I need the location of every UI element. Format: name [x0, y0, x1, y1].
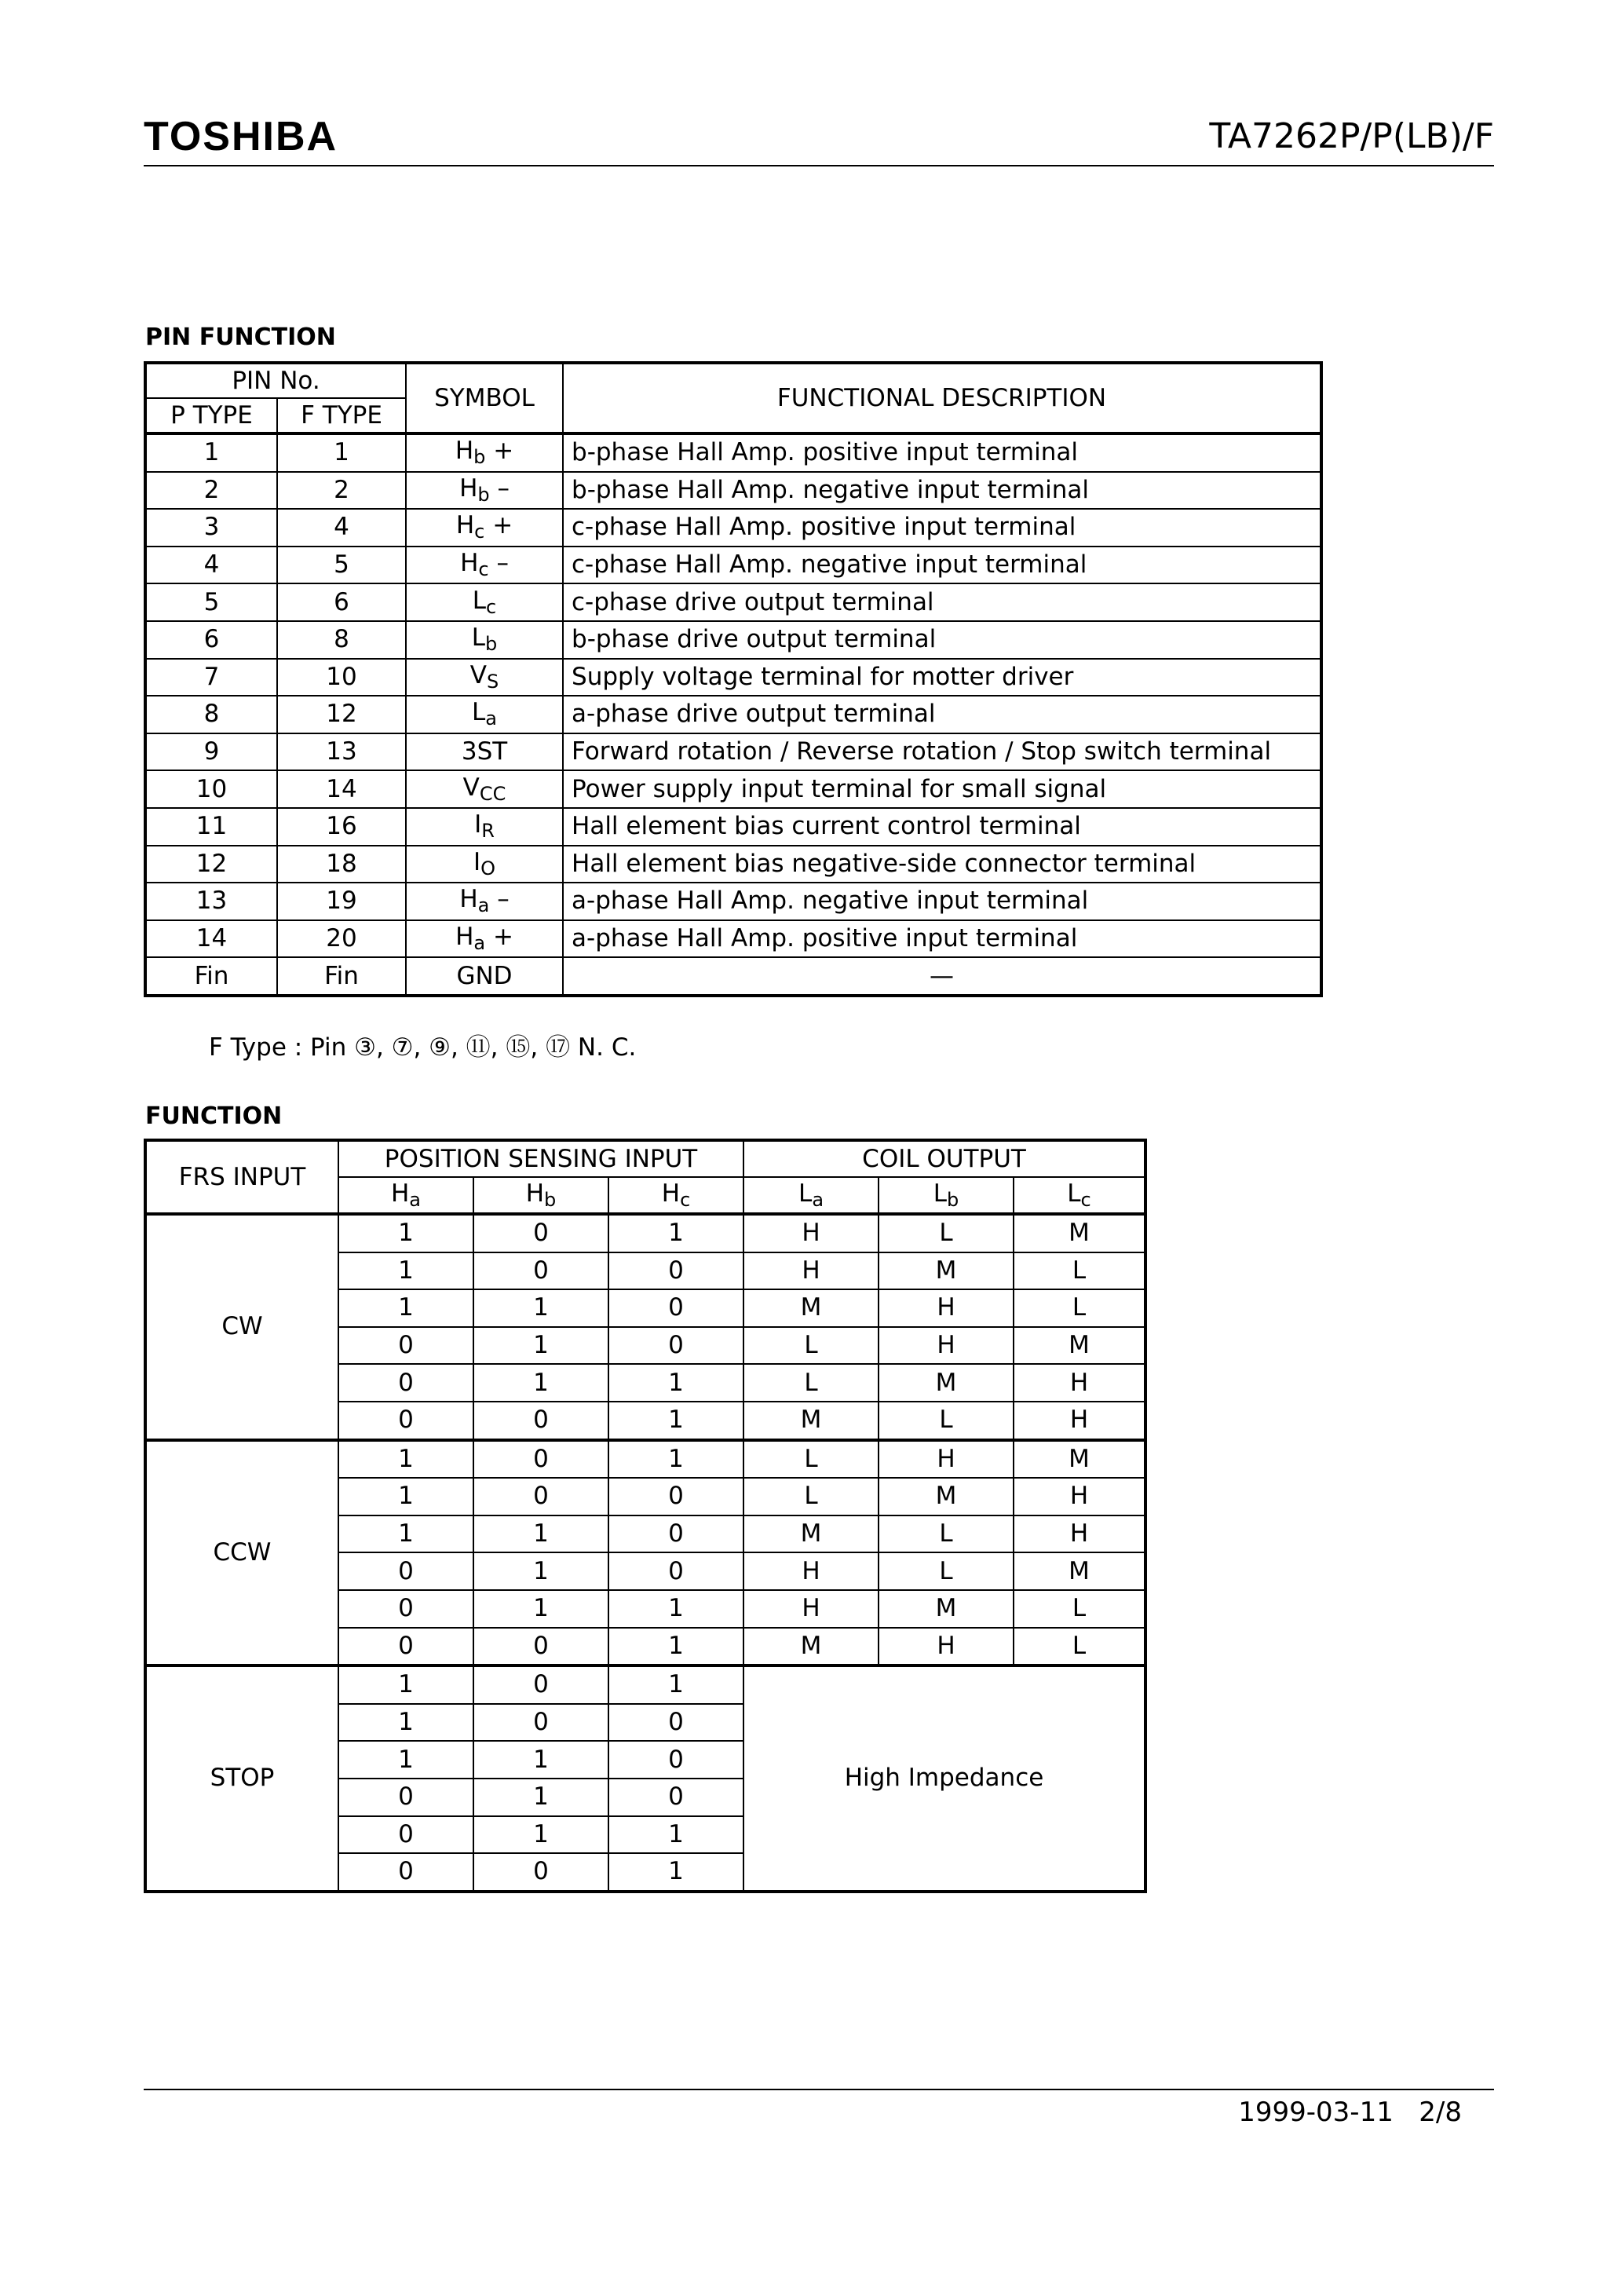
description-cell: Hall element bias current control terminal	[563, 808, 1321, 846]
function-row	[145, 1440, 1145, 1479]
frs-group-label: CCW	[145, 1440, 338, 1666]
footer-date: 1999-03-11	[1238, 2097, 1394, 2128]
symbol-main: I	[473, 847, 481, 876]
f-type-cell: 10	[277, 659, 406, 696]
f-type-cell: Fin	[277, 957, 406, 996]
lc-cell: H	[1014, 1515, 1145, 1553]
p-type-cell: 10	[145, 770, 277, 808]
ha-cell: 0	[338, 1853, 473, 1892]
f-type-cell: 12	[277, 696, 406, 733]
la-cell: M	[743, 1628, 879, 1666]
pin-row	[145, 583, 1321, 621]
lc-cell: M	[1014, 1552, 1145, 1590]
hb-header: $H_b$	[473, 1177, 608, 1214]
f-type-cell: 20	[277, 920, 406, 958]
hb-cell: 1	[473, 1816, 608, 1854]
pin-no-header: PIN No.	[145, 363, 406, 398]
lb-cell: L	[879, 1402, 1014, 1440]
pin-row	[145, 621, 1321, 659]
p-type-cell: 4	[145, 547, 277, 584]
p-type-cell: 12	[145, 846, 277, 883]
hc-cell: 1	[608, 1816, 743, 1854]
ha-cell: 1	[338, 1741, 473, 1779]
hb-cell: 0	[473, 1628, 608, 1666]
symbol-main: H	[455, 923, 474, 952]
symbol-cell	[406, 583, 563, 621]
p-type-header: P TYPE	[145, 398, 277, 433]
p-type-cell: 5	[145, 583, 277, 621]
pin-row	[145, 433, 1321, 472]
hb-cell: 1	[473, 1515, 608, 1553]
hb-cell: 1	[473, 1741, 608, 1779]
la-cell: H	[743, 1214, 879, 1252]
f-type-cell: 16	[277, 808, 406, 846]
p-type-cell: 3	[145, 509, 277, 547]
ha-cell: 0	[338, 1590, 473, 1628]
symbol-cell	[406, 547, 563, 584]
hc-cell: 0	[608, 1704, 743, 1742]
f-type-cell: 13	[277, 733, 406, 771]
function-table	[144, 1139, 1147, 1893]
ha-cell: 1	[338, 1515, 473, 1553]
hc-cell: 1	[608, 1590, 743, 1628]
description-cell: Supply voltage terminal for motter driver	[563, 659, 1321, 696]
pin-row	[145, 846, 1321, 883]
lc-cell: H	[1014, 1364, 1145, 1402]
la-cell: M	[743, 1515, 879, 1553]
pin-row	[145, 808, 1321, 846]
pin-row	[145, 957, 1321, 996]
la-cell: L	[743, 1478, 879, 1515]
hc-cell: 1	[608, 1214, 743, 1252]
function-row	[145, 1665, 1145, 1704]
p-type-cell: 1	[145, 433, 277, 472]
lb-cell: L	[879, 1214, 1014, 1252]
f-type-note: F Type : Pin ③, ⑦, ⑨, ⑪, ⑮, ⑰ N. C.	[209, 1033, 637, 1062]
ha-cell: 1	[338, 1289, 473, 1327]
symbol-suffix: –	[489, 473, 510, 503]
lc-cell: H	[1014, 1478, 1145, 1515]
description-cell: Forward rotation / Reverse rotation / Stop switch terminal	[563, 733, 1321, 771]
la-header: $L_a$	[743, 1177, 879, 1214]
f-type-cell: 19	[277, 883, 406, 920]
la-cell: H	[743, 1252, 879, 1290]
symbol-cell	[406, 472, 563, 510]
hc-header: $H_c$	[608, 1177, 743, 1214]
description-cell: b-phase drive output terminal	[563, 621, 1321, 659]
p-type-cell: 6	[145, 621, 277, 659]
pin-function-table	[144, 361, 1323, 997]
hb-cell: 0	[473, 1440, 608, 1479]
symbol-subscript: b	[485, 633, 498, 656]
symbol-subscript: b	[477, 483, 490, 506]
ha-cell: 0	[338, 1552, 473, 1590]
hb-cell: 1	[473, 1289, 608, 1327]
lb-cell: H	[879, 1440, 1014, 1479]
symbol-suffix: –	[488, 549, 509, 578]
hc-cell: 0	[608, 1515, 743, 1553]
hb-cell: 0	[473, 1853, 608, 1892]
symbol-suffix: –	[489, 885, 510, 914]
la-cell: H	[743, 1552, 879, 1590]
ha-cell: 0	[338, 1327, 473, 1365]
symbol-cell	[406, 621, 563, 659]
symbol-subscript: CC	[479, 782, 506, 805]
description-cell: c-phase Hall Amp. negative input terminal	[563, 547, 1321, 584]
hb-cell: 1	[473, 1779, 608, 1816]
lb-cell: M	[879, 1590, 1014, 1628]
hb-cell: 0	[473, 1402, 608, 1440]
lb-cell: H	[879, 1327, 1014, 1365]
lc-cell: H	[1014, 1402, 1145, 1440]
hc-cell: 0	[608, 1552, 743, 1590]
symbol-suffix: +	[485, 923, 513, 952]
p-type-cell: 8	[145, 696, 277, 733]
hb-cell: 1	[473, 1552, 608, 1590]
hc-cell: 0	[608, 1741, 743, 1779]
hc-cell: 1	[608, 1665, 743, 1704]
symbol-main: H	[460, 549, 479, 578]
symbol-main: H	[455, 511, 475, 540]
f-type-cell: 6	[277, 583, 406, 621]
frs-input-header: FRS INPUT	[145, 1140, 338, 1214]
symbol-main: L	[472, 586, 487, 615]
part-number: TA7262P/P(LB)/F	[1209, 116, 1494, 156]
header-rule	[144, 165, 1494, 166]
symbol-cell	[406, 433, 563, 472]
f-type-cell: 8	[277, 621, 406, 659]
symbol-subscript: O	[480, 857, 496, 879]
pin-row	[145, 509, 1321, 547]
symbol-suffix: +	[484, 511, 513, 540]
lc-header: $L_c$	[1014, 1177, 1145, 1214]
symbol-subscript: R	[481, 820, 495, 843]
footer-page: 2/8	[1419, 2097, 1462, 2128]
p-type-cell: 14	[145, 920, 277, 958]
hc-cell: 0	[608, 1327, 743, 1365]
ha-cell: 0	[338, 1364, 473, 1402]
symbol-cell	[406, 883, 563, 920]
description-cell: c-phase Hall Amp. positive input terminal	[563, 509, 1321, 547]
hc-cell: 0	[608, 1252, 743, 1290]
hc-cell: 1	[608, 1364, 743, 1402]
pin-row	[145, 547, 1321, 584]
function-row	[145, 1214, 1145, 1252]
symbol-cell	[406, 770, 563, 808]
symbol-subscript: c	[474, 521, 485, 543]
hb-cell: 1	[473, 1590, 608, 1628]
hb-cell: 0	[473, 1478, 608, 1515]
f-type-cell: 14	[277, 770, 406, 808]
f-type-cell: 5	[277, 547, 406, 584]
symbol-main: GND	[456, 961, 513, 990]
p-type-cell: 7	[145, 659, 277, 696]
hc-cell: 1	[608, 1853, 743, 1892]
symbol-main: I	[474, 810, 482, 839]
pin-row	[145, 883, 1321, 920]
lb-cell: M	[879, 1364, 1014, 1402]
description-cell: a-phase Hall Amp. positive input terminal	[563, 920, 1321, 958]
description-cell: Power supply input terminal for small signal	[563, 770, 1321, 808]
lb-cell: L	[879, 1515, 1014, 1553]
ha-cell: 0	[338, 1402, 473, 1440]
lc-cell: L	[1014, 1252, 1145, 1290]
pin-row	[145, 733, 1321, 771]
la-cell: H	[743, 1590, 879, 1628]
symbol-subscript: c	[486, 595, 497, 618]
hb-cell: 0	[473, 1665, 608, 1704]
coil-output-header: COIL OUTPUT	[743, 1140, 1145, 1177]
ha-cell: 0	[338, 1816, 473, 1854]
symbol-main: H	[455, 437, 474, 466]
p-type-cell: 2	[145, 472, 277, 510]
footer	[1238, 2095, 1462, 2130]
description-header: FUNCTIONAL DESCRIPTION	[563, 363, 1321, 433]
symbol-main: V	[469, 660, 487, 689]
hc-cell: 0	[608, 1478, 743, 1515]
symbol-cell	[406, 509, 563, 547]
ha-cell: 1	[338, 1440, 473, 1479]
symbol-subscript: a	[485, 707, 498, 730]
hb-cell: 1	[473, 1364, 608, 1402]
ha-cell: 1	[338, 1252, 473, 1290]
description-cell: a-phase Hall Amp. negative input terminal	[563, 883, 1321, 920]
la-cell: L	[743, 1327, 879, 1365]
lc-cell: L	[1014, 1590, 1145, 1628]
ha-cell: 1	[338, 1704, 473, 1742]
symbol-cell	[406, 733, 563, 771]
description-cell: b-phase Hall Amp. negative input terminal	[563, 472, 1321, 510]
hb-cell: 0	[473, 1252, 608, 1290]
f-type-cell: 1	[277, 433, 406, 472]
symbol-main: L	[472, 698, 486, 727]
symbol-subscript: c	[478, 558, 489, 581]
pin-row	[145, 920, 1321, 958]
la-cell: L	[743, 1364, 879, 1402]
symbol-header: SYMBOL	[406, 363, 563, 433]
symbol-cell	[406, 808, 563, 846]
lc-cell: M	[1014, 1214, 1145, 1252]
pin-row	[145, 696, 1321, 733]
pin-row	[145, 472, 1321, 510]
symbol-main: 3ST	[461, 737, 508, 766]
hb-cell: 0	[473, 1704, 608, 1742]
ha-header: $H_a$	[338, 1177, 473, 1214]
lc-cell: L	[1014, 1289, 1145, 1327]
ha-cell: 0	[338, 1779, 473, 1816]
symbol-main: L	[471, 623, 486, 653]
position-sensing-header: POSITION SENSING INPUT	[338, 1140, 743, 1177]
p-type-cell: 13	[145, 883, 277, 920]
frs-group-label: CW	[145, 1214, 338, 1440]
p-type-cell: 9	[145, 733, 277, 771]
description-cell: —	[563, 957, 1321, 996]
toshiba-logo: TOSHIBA	[144, 114, 338, 159]
lc-cell: M	[1014, 1327, 1145, 1365]
symbol-cell	[406, 696, 563, 733]
symbol-cell	[406, 920, 563, 958]
frs-group-label: STOP	[145, 1665, 338, 1892]
ha-cell: 0	[338, 1628, 473, 1666]
pin-row	[145, 659, 1321, 696]
high-impedance-cell: High Impedance	[743, 1665, 1145, 1892]
function-title: FUNCTION	[145, 1102, 283, 1130]
hb-cell: 1	[473, 1327, 608, 1365]
f-type-header: F TYPE	[277, 398, 406, 433]
ha-cell: 1	[338, 1478, 473, 1515]
lb-cell: M	[879, 1478, 1014, 1515]
lb-cell: L	[879, 1552, 1014, 1590]
symbol-subscript: a	[473, 932, 486, 955]
la-cell: M	[743, 1289, 879, 1327]
ha-cell: 1	[338, 1665, 473, 1704]
la-cell: L	[743, 1440, 879, 1479]
symbol-subscript: S	[487, 670, 499, 693]
description-cell: b-phase Hall Amp. positive input terminal	[563, 433, 1321, 472]
pin-row	[145, 770, 1321, 808]
lb-header: $L_b$	[879, 1177, 1014, 1214]
symbol-subscript: a	[477, 894, 490, 917]
footer-rule	[144, 2089, 1494, 2090]
p-type-cell: Fin	[145, 957, 277, 996]
p-type-cell: 11	[145, 808, 277, 846]
lc-cell: M	[1014, 1440, 1145, 1479]
hc-cell: 0	[608, 1779, 743, 1816]
description-cell: a-phase drive output terminal	[563, 696, 1321, 733]
la-cell: M	[743, 1402, 879, 1440]
hc-cell: 1	[608, 1440, 743, 1479]
symbol-suffix: +	[485, 437, 514, 466]
ha-cell: 1	[338, 1214, 473, 1252]
pin-function-title: PIN FUNCTION	[145, 324, 336, 351]
f-type-cell: 2	[277, 472, 406, 510]
symbol-cell	[406, 957, 563, 996]
hc-cell: 1	[608, 1628, 743, 1666]
lc-cell: L	[1014, 1628, 1145, 1666]
symbol-main: V	[462, 773, 480, 802]
symbol-cell	[406, 659, 563, 696]
hc-cell: 1	[608, 1402, 743, 1440]
f-type-cell: 18	[277, 846, 406, 883]
f-type-cell: 4	[277, 509, 406, 547]
hc-cell: 0	[608, 1289, 743, 1327]
lb-cell: M	[879, 1252, 1014, 1290]
lb-cell: H	[879, 1289, 1014, 1327]
symbol-main: H	[459, 885, 478, 914]
description-cell: Hall element bias negative-side connector terminal	[563, 846, 1321, 883]
symbol-cell	[406, 846, 563, 883]
description-cell: c-phase drive output terminal	[563, 583, 1321, 621]
lb-cell: H	[879, 1628, 1014, 1666]
symbol-main: H	[459, 473, 478, 503]
hb-cell: 0	[473, 1214, 608, 1252]
symbol-subscript: b	[473, 446, 486, 469]
